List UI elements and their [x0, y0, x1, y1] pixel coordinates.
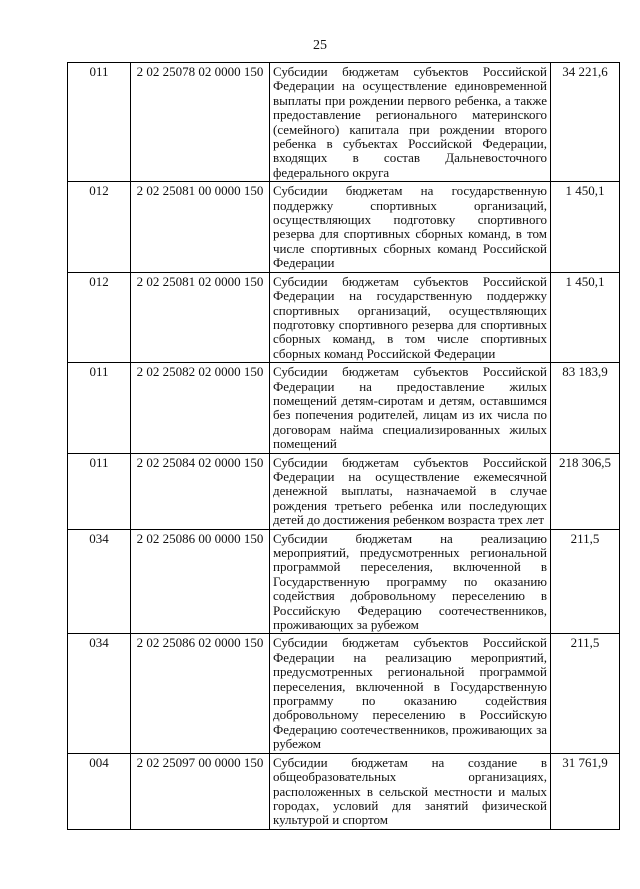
- name-cell: Субсидии бюджетам субъектов Российской Федерации на осуществление ежемесячной денежной выплаты, назначаемой в случае рождения третьего ребенка или последующих детей до достижения ребенком возраста трех лет: [270, 453, 551, 529]
- amount-cell: 83 183,9: [551, 363, 620, 453]
- amount-cell: 34 221,6: [551, 63, 620, 182]
- budget-code-cell: 2 02 25086 02 0000 150: [131, 634, 270, 753]
- table-row: [68, 272, 620, 362]
- table-row: [68, 63, 620, 182]
- admin-code-cell: 004: [68, 753, 131, 829]
- budget-code-cell: 2 02 25081 02 0000 150: [131, 272, 270, 362]
- admin-code-cell: 011: [68, 363, 131, 453]
- name-cell: Субсидии бюджетам на реализацию мероприятий, предусмотренных региональной программой переселения, включенной в Государственную программу по оказанию содействия добровольному переселению в Российскую Федерацию соотечественников, проживающих за рубежом: [270, 529, 551, 634]
- admin-code-cell: 011: [68, 63, 131, 182]
- budget-code-cell: 2 02 25097 00 0000 150: [131, 753, 270, 829]
- table-row: [68, 363, 620, 453]
- amount-cell: 211,5: [551, 529, 620, 634]
- budget-code-cell: 2 02 25086 00 0000 150: [131, 529, 270, 634]
- name-cell: Субсидии бюджетам на создание в общеобразовательных организациях, расположенных в сельской местности и малых городах, условий для занятий физической культурой и спортом: [270, 753, 551, 829]
- name-cell: Субсидии бюджетам субъектов Российской Федерации на осуществление единовременной выплаты при рождении первого ребенка, а также предоставление регионального материнского (семейного) капитала при рождении второго ребенка в субъектах Российской Федерации, входящих в состав Дальневосточного федерального округа: [270, 63, 551, 182]
- admin-code-cell: 012: [68, 272, 131, 362]
- table-row: [68, 453, 620, 529]
- name-cell: Субсидии бюджетам субъектов Российской Федерации на государственную поддержку спортивных организаций, осуществляющих подготовку спортивного резерва для спортивных сборных команд, в том числе спортивных сборных команд Российской Федерации: [270, 272, 551, 362]
- table-row: [68, 634, 620, 753]
- table-row: [68, 529, 620, 634]
- name-cell: Субсидии бюджетам субъектов Российской Федерации на реализацию мероприятий, предусмотренных региональной программой переселения, включенной в Государственную программу по оказанию содействия добровольному переселению в Российскую Федерацию соотечественников, проживающих за рубежом: [270, 634, 551, 753]
- budget-table: [67, 62, 620, 830]
- admin-code-cell: 012: [68, 182, 131, 272]
- budget-code-cell: 2 02 25078 02 0000 150: [131, 63, 270, 182]
- amount-cell: 1 450,1: [551, 182, 620, 272]
- budget-code-cell: 2 02 25081 00 0000 150: [131, 182, 270, 272]
- page-number: 25: [313, 38, 327, 53]
- admin-code-cell: 034: [68, 634, 131, 753]
- amount-cell: 1 450,1: [551, 272, 620, 362]
- table-row: [68, 182, 620, 272]
- amount-cell: 218 306,5: [551, 453, 620, 529]
- budget-code-cell: 2 02 25084 02 0000 150: [131, 453, 270, 529]
- budget-code-cell: 2 02 25082 02 0000 150: [131, 363, 270, 453]
- name-cell: Субсидии бюджетам на государственную поддержку спортивных организаций, осуществляющих подготовку спортивного резерва для спортивных сборных команд, в том числе спортивных сборных команд Российской Федерации: [270, 182, 551, 272]
- name-cell: Субсидии бюджетам субъектов Российской Федерации на предоставление жилых помещений детям-сиротам и детям, оставшимся без попечения родителей, лицам из их числа по договорам найма специализированных жилых помещений: [270, 363, 551, 453]
- amount-cell: 211,5: [551, 634, 620, 753]
- amount-cell: 31 761,9: [551, 753, 620, 829]
- admin-code-cell: 011: [68, 453, 131, 529]
- table-row: [68, 753, 620, 829]
- admin-code-cell: 034: [68, 529, 131, 634]
